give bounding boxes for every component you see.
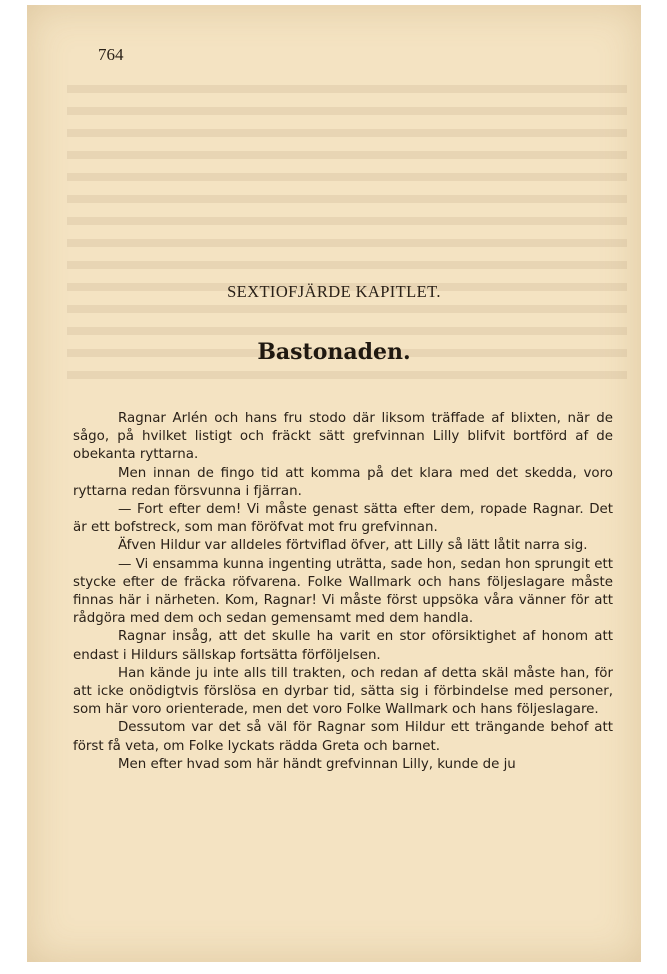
paragraph: — Vi ensamma kunna ingenting uträtta, sade hon, sedan hon sprungit ett stycke efter de fräcka röfvarena. Folke Wallmark och hans följeslagare måste finnas här i närheten. Kom, Ragnar! Vi måste först uppsöka våra vänner för att rådgöra med dem och sedan gemensamt med dem handla. <box>73 556 613 627</box>
book-page <box>27 5 641 962</box>
page-number: 764 <box>98 45 124 64</box>
paragraph: Äfven Hildur var alldeles förtviflad öfver, att Lilly så lätt låtit narra sig. <box>118 538 588 554</box>
chapter-title: Bastonaden. <box>257 339 411 365</box>
paragraph: Men innan de fingo tid att komma på det klara med det skedda, voro ryttarna redan försvunna i fjärran. <box>73 465 613 499</box>
paragraph: Han kände ju inte alls till trakten, och redan af detta skäl måste han, för att icke onödigtvis förslösa en dyrbar tid, sätta sig i förbindelse med personer, som här voro orienterade, men det voro Folke Wallmark och hans följeslagare. <box>73 665 613 718</box>
paragraph: Ragnar Arlén och hans fru stodo där liksom träffade af blixten, när de sågo, på hvilket listigt och fräckt sätt grefvinnan Lilly blifvit bortförd af de obekanta ryttarna. <box>73 411 613 463</box>
body-text <box>73 410 613 774</box>
paragraph: Men efter hvad som här händt grefvinnan Lilly, kunde de ju <box>118 756 516 772</box>
chapter-heading: SEXTIOFJÄRDE KAPITLET. <box>227 282 441 301</box>
paragraph: Ragnar insåg, att det skulle ha varit en stor oförsiktighet af honom att endast i Hildurs sällskap fortsätta förföljelsen. <box>73 629 613 663</box>
paragraph: Dessutom var det så väl för Ragnar som Hildur ett trängande behof att först få veta, om Folke lyckats rädda Greta och barnet. <box>73 720 613 754</box>
paragraph: — Fort efter dem! Vi måste genast sätta efter dem, ropade Ragnar. Det är ett bofstreck, som man föröfvat mot fru grefvinnan. <box>73 502 613 536</box>
